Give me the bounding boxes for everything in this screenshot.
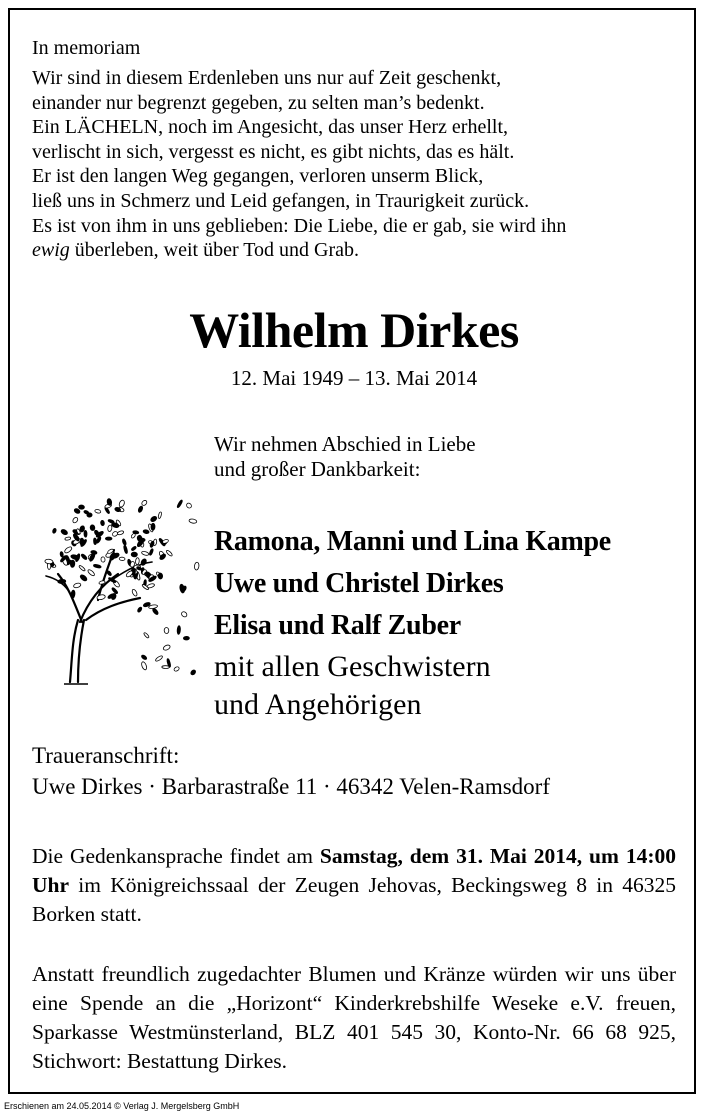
leaf	[72, 517, 79, 524]
leaf	[112, 531, 119, 538]
leaf	[141, 661, 148, 670]
poem-line: ließ uns in Schmerz und Leid gefangen, in Traurigkeit zurück.	[32, 189, 530, 212]
leaf	[123, 545, 128, 554]
leaf	[100, 520, 104, 526]
address-label: Traueranschrift:	[32, 743, 180, 768]
leaf	[186, 502, 193, 509]
leaf	[64, 546, 73, 554]
leaf	[131, 546, 137, 551]
address-value: Uwe Dirkes · Barbarastraße 11 · 46342 Velen-Ramsdorf	[32, 774, 550, 799]
leaf	[87, 513, 92, 517]
leaf	[58, 579, 66, 584]
leaf	[194, 562, 199, 570]
deceased-name: Wilhelm Dirkes	[189, 302, 519, 358]
leaf	[65, 537, 71, 541]
leaf	[60, 551, 64, 557]
leaf	[143, 632, 149, 638]
leaf	[164, 627, 169, 633]
leaf	[96, 594, 105, 600]
life-dates: 12. Mai 1949 – 13. Mai 2014	[230, 366, 478, 390]
leaf	[117, 530, 124, 535]
leaf	[122, 538, 127, 545]
leaf	[181, 611, 188, 618]
leaf	[60, 528, 68, 535]
leaf	[189, 518, 197, 523]
leaf	[158, 573, 163, 579]
leaf	[70, 560, 75, 568]
leaf	[108, 519, 115, 524]
leaf	[183, 636, 189, 640]
donation-paragraph: Anstatt freundlich zugedachter Blumen und Kränze würden wir uns über eine Spende an die „Horizont“ Kinderkrebshilfe Weseke e.V. freuen, Sparkasse Westmünsterland, BLZ 401 545 30, Konto-Nr. 66 68 925, Stichwort: Bestattung Dirkes.	[32, 962, 676, 1073]
leaf	[143, 529, 150, 534]
leaf	[179, 584, 185, 594]
leaf	[162, 539, 169, 544]
poem-line: Er ist den langen Weg gegangen, verloren unserm Blick,	[32, 165, 484, 188]
leaf	[87, 569, 95, 577]
farewell-line: Wir nehmen Abschied in Liebe	[214, 432, 476, 456]
leaf	[79, 574, 88, 582]
leaf	[177, 626, 181, 635]
farewell-text	[214, 432, 476, 482]
leaf	[158, 512, 162, 519]
leaf	[94, 509, 101, 514]
poem-line: Ein LÄCHELN, noch im Angesicht, das unser Herz erhellt,	[32, 116, 508, 139]
leaf	[149, 548, 154, 555]
leaf	[105, 537, 112, 540]
mourner-name: Ramona, Manni und Lina Kampe	[214, 526, 611, 557]
leaf	[173, 666, 180, 672]
leaf	[166, 550, 173, 557]
leaf	[135, 558, 139, 565]
mourning-address	[32, 740, 550, 802]
leaf	[139, 538, 145, 542]
leaf	[141, 654, 148, 660]
poem	[32, 66, 566, 263]
ceremony-paragraph	[32, 842, 676, 929]
leaf	[141, 551, 149, 556]
leaf	[141, 499, 148, 506]
leaf	[80, 553, 87, 560]
windblown-tree-icon	[28, 490, 200, 690]
leaf	[52, 528, 57, 534]
leaf	[101, 557, 106, 563]
leaf	[106, 570, 112, 576]
publication-footer: Erschienen am 24.05.2014 © Verlag J. Mergelsberg GmbH	[4, 1101, 240, 1111]
ceremony-text: im Königreichssaal der Zeugen Jehovas, Beckingsweg 8 in 46325 Borken statt.	[32, 873, 676, 926]
leaf	[162, 644, 170, 651]
farewell-line: und großer Dankbarkeit:	[214, 457, 421, 481]
leaf	[131, 552, 137, 557]
leaf	[138, 505, 144, 512]
leaf	[177, 499, 184, 508]
leaf	[93, 538, 96, 545]
poem-italic-word: ewig	[32, 239, 70, 262]
leaf	[90, 525, 96, 531]
leaf	[131, 589, 138, 597]
leaf	[118, 499, 125, 507]
poem-line: Es ist von ihm in uns geblieben: Die Liebe, die er gab, sie wird ihn	[32, 214, 567, 237]
mourner-name: Uwe und Christel Dirkes	[214, 568, 504, 599]
poem-line: einander nur begrenzt gegeben, zu selten man’s bedenkt.	[32, 91, 485, 114]
leaf	[71, 590, 76, 599]
leaf	[78, 505, 84, 510]
ceremony-text: Die Gedenkansprache findet am	[32, 844, 320, 868]
leaf	[150, 515, 158, 522]
leaf	[45, 559, 53, 564]
mourner-relatives: mit allen Geschwistern	[214, 650, 491, 683]
leaf	[162, 666, 170, 669]
leaf	[78, 565, 85, 572]
poem-heading: In memoriam	[32, 37, 141, 59]
leaf	[151, 523, 155, 530]
leaf	[137, 606, 143, 612]
leaf	[93, 564, 101, 569]
leaf	[119, 557, 125, 561]
poem-line	[32, 238, 566, 263]
mourner-relatives: und Angehörigen	[214, 688, 422, 721]
leaf	[73, 582, 81, 588]
ceremony-date-time: Samstag, dem 31. Mai 2014, um 14:00 Uhr	[32, 844, 676, 897]
leaf	[190, 669, 197, 676]
mourner-name: Elisa und Ralf Zuber	[214, 610, 461, 641]
leaf	[84, 530, 87, 537]
poem-line-rest: überleben, weit über Tod und Grab.	[69, 239, 360, 262]
poem-line: Wir sind in diesem Erdenleben uns nur auf Zeit geschenkt,	[32, 67, 502, 89]
poem-line: verlischt in sich, vergesst es nicht, es gibt nichts, das es hält.	[32, 140, 515, 163]
leaf	[155, 655, 163, 662]
